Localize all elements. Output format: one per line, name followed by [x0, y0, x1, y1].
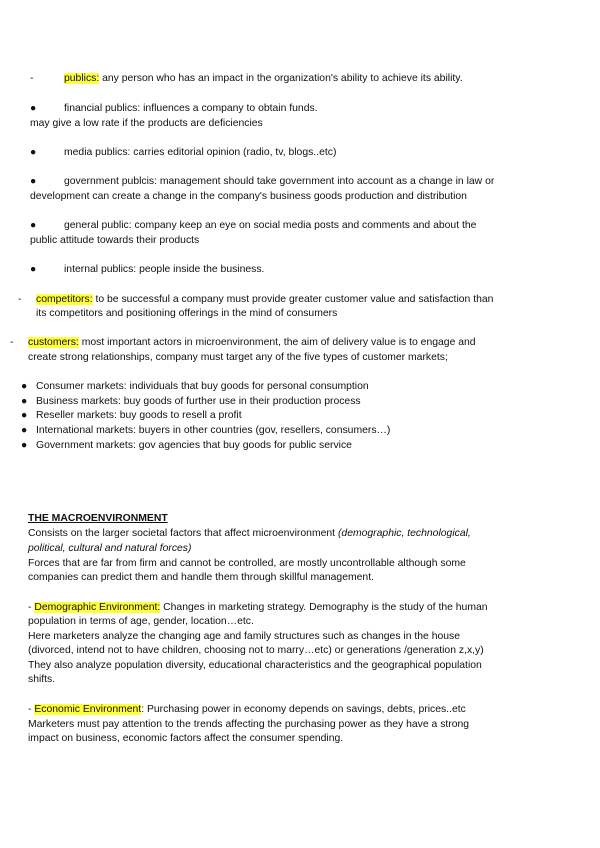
- customers-dash: -: [10, 337, 14, 348]
- economic-dash: -: [28, 704, 35, 715]
- demographic-line-6: shifts.: [28, 674, 56, 685]
- demographic-line-3: Here marketers analyze the changing age and family structures such as changes in the house: [28, 631, 461, 642]
- bullet-icon: ●: [30, 220, 37, 231]
- demographic-line-2: population in terms of age, gender, location…etc.: [28, 616, 254, 627]
- macro-forces-line-2: companies can predict them and handle them through skillful management.: [28, 572, 374, 583]
- macro-intro-line: [28, 526, 471, 541]
- reseller-markets-item: Reseller markets: buy goods to resell a profit: [36, 410, 242, 421]
- government-publics-item: government publcis: management should take government into account as a change in law or: [64, 176, 495, 187]
- competitors-definition: to be successful a company must provide greater customer value and satisfaction than: [92, 294, 494, 305]
- government-markets-item: Government markets: gov agencies that buy goods for public service: [36, 440, 352, 451]
- publics-line: [64, 71, 463, 86]
- demographic-text: Changes in marketing strategy. Demography is the study of the human: [160, 602, 488, 613]
- international-markets-item: International markets: buyers in other countries (gov, resellers, consumers…): [36, 425, 391, 436]
- customers-cont: create strong relationships, company must target any of the five types of customer markets;: [28, 352, 448, 363]
- customers-term: customers:: [28, 337, 79, 348]
- publics-term: publics:: [64, 73, 100, 84]
- demographic-dash: -: [28, 602, 35, 613]
- macro-intro-cont: [28, 541, 191, 556]
- economic-text: : Purchasing power in economy depends on savings, debts, prices..etc: [141, 704, 466, 715]
- demographic-line-4: (divorced, intend not to have children, choosing not to marry…etc) or generations /generation z,x,y): [28, 645, 484, 656]
- media-publics-item: media publics: carries editorial opinion (radio, tv, blogs..etc): [64, 147, 337, 158]
- customers-definition: most important actors in microenvironment, the aim of delivery value is to engage and: [78, 337, 476, 348]
- competitors-dash: -: [18, 294, 22, 305]
- bullet-icon: ●: [30, 264, 37, 275]
- economic-term: Economic Environment: [34, 704, 142, 715]
- consumer-markets-item: Consumer markets: individuals that buy goods for personal consumption: [36, 381, 369, 392]
- competitors-line: [36, 292, 493, 307]
- competitors-cont: its competitors and positioning offerings in the mind of consumers: [36, 308, 338, 319]
- general-public-item: general public: company keep an eye on social media posts and comments and about the: [64, 220, 477, 231]
- financial-publics-note: may give a low rate if the products are deficiencies: [30, 118, 263, 129]
- bullet-icon: ●: [30, 103, 37, 114]
- bullet-icon: ●: [21, 440, 28, 451]
- bullet-icon: ●: [21, 381, 28, 392]
- internal-publics-item: internal publics: people inside the business.: [64, 264, 265, 275]
- publics-dash: -: [30, 73, 34, 84]
- bullet-icon: ●: [21, 396, 28, 407]
- macro-intro-forces: (demographic, technological,: [337, 528, 471, 539]
- macro-forces-line-1: Forces that are far from firm and cannot be controlled, are mostly uncontrollable although some: [28, 558, 466, 569]
- bullet-icon: ●: [30, 176, 37, 187]
- economic-line-1: [28, 702, 466, 717]
- competitors-term: competitors:: [36, 294, 93, 305]
- macro-intro-text: Consists on the larger societal factors that affect microenvironment: [28, 528, 338, 539]
- bullet-icon: ●: [21, 410, 28, 421]
- demographic-line-5: They also analyze population diversity, educational characteristics and the geographical population: [28, 660, 482, 671]
- financial-publics-item: financial publics: influences a company to obtain funds.: [64, 103, 318, 114]
- demographic-term: Demographic Environment:: [34, 602, 161, 613]
- macro-intro-forces-cont: political, cultural and natural forces): [28, 543, 192, 554]
- bullet-icon: ●: [21, 425, 28, 436]
- economic-line-3: impact on business, economic factors affect the consumer spending.: [28, 733, 344, 744]
- demographic-line-1: [28, 600, 488, 615]
- government-publics-cont: development can create a change in the company's business goods production and distribution: [30, 191, 467, 202]
- business-markets-item: Business markets: buy goods of further use in their production process: [36, 396, 361, 407]
- bullet-icon: ●: [30, 147, 37, 158]
- general-public-cont: public attitude towards their products: [30, 235, 200, 246]
- customers-line: [28, 335, 476, 350]
- macroenvironment-heading: THE MACROENVIRONMENT: [28, 513, 168, 524]
- economic-line-2: Marketers must pay attention to the trends affecting the purchasing power as they have a strong: [28, 719, 470, 730]
- publics-definition: any person who has an impact in the organization's ability to achieve its ability.: [99, 73, 463, 84]
